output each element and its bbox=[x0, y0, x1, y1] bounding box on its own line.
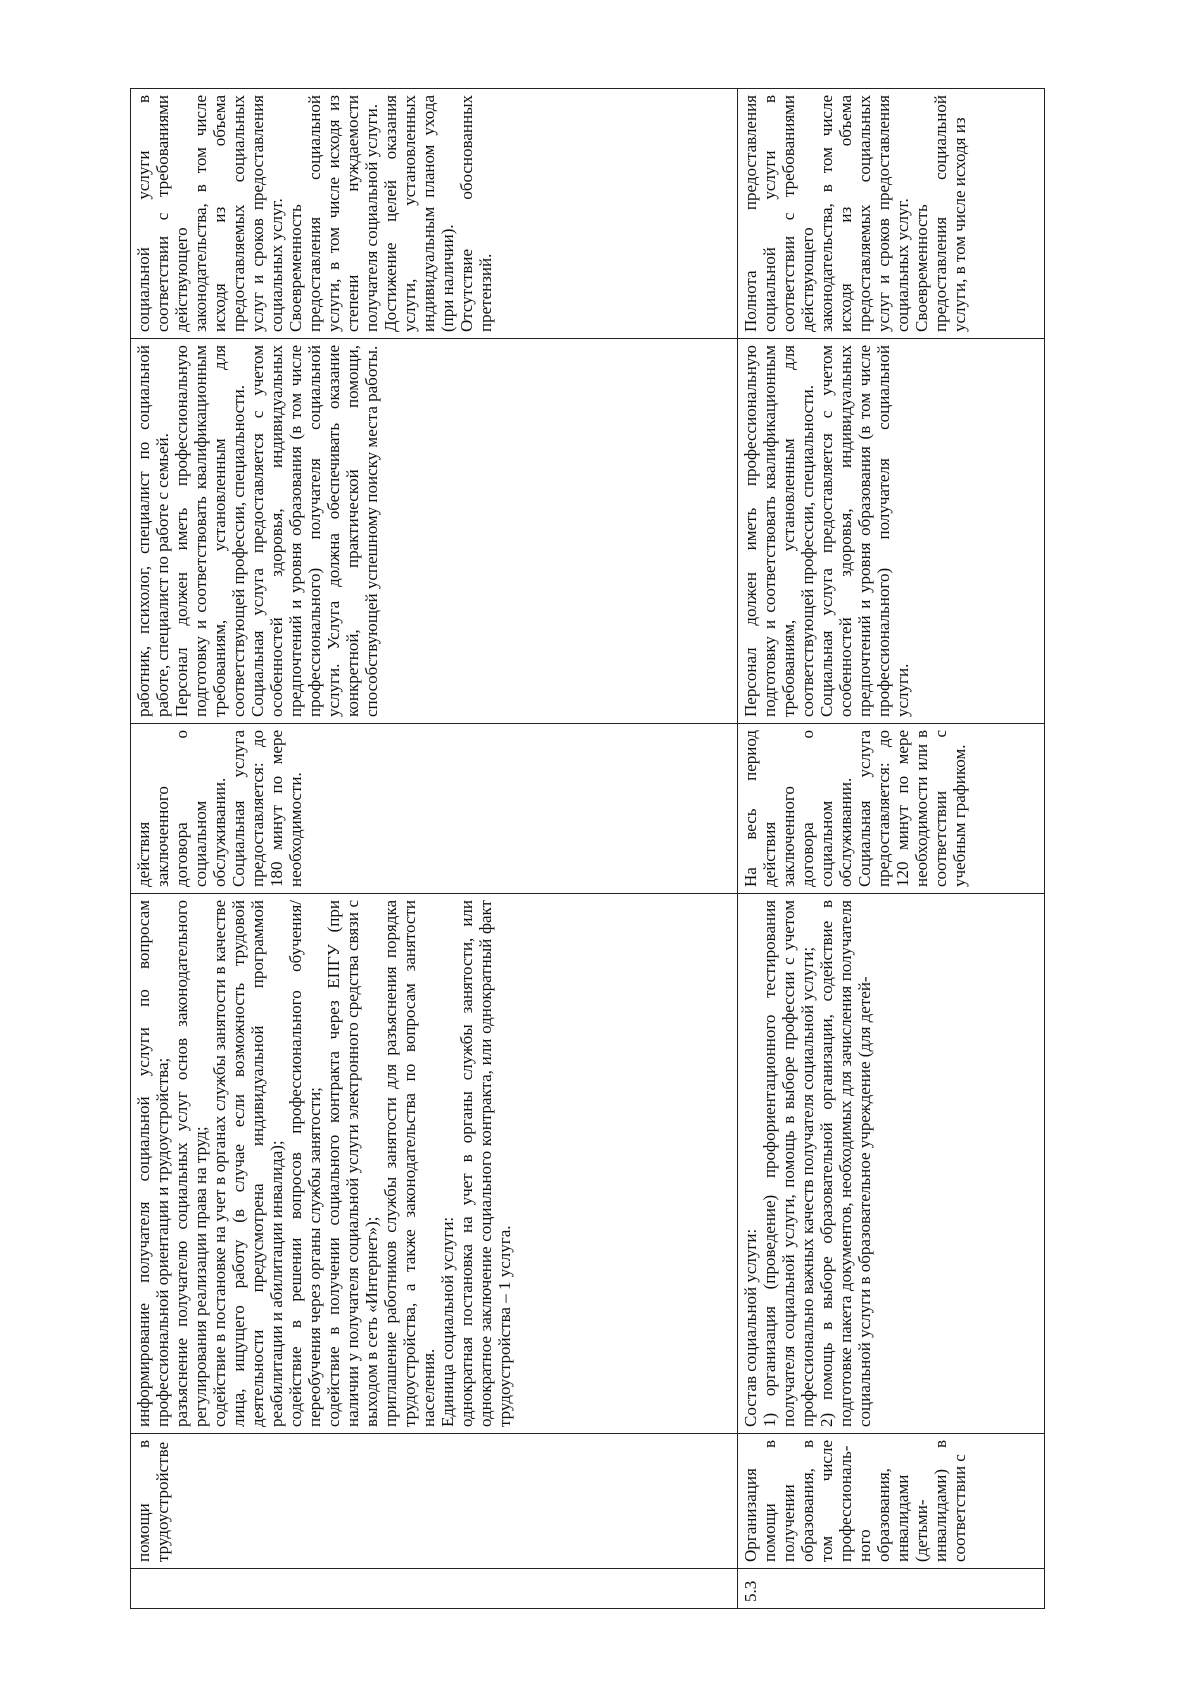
conditions-line: работник, психолог, специалист по социальной работе, специалист по работе с семьей. bbox=[134, 345, 172, 717]
evaluation-line: Достижение целей оказания услуги, установленных индивидуальным планом ухода (при наличии). bbox=[381, 95, 457, 332]
row-number-cell bbox=[131, 1569, 738, 1609]
description-line: содействие в решении вопросов профессионального обучения/ переобучения через органы службы занятости; bbox=[286, 900, 324, 1427]
evaluation-line: Отсутствие обоснованных претензий. bbox=[457, 95, 495, 332]
description-line: содействие в постановке на учет в органах службы занятости в качестве лица, ищущего работу (в случае если возможность трудовой деятельности предусмотрена индивидуальной программой реабилитации и абилитации инвалида); bbox=[210, 900, 286, 1427]
service-evaluation-cell bbox=[738, 89, 1045, 339]
rotated-table-wrapper bbox=[130, 89, 1065, 1609]
description-line: Единица социальной услуги: bbox=[438, 1216, 457, 1427]
conditions-line: Персонал должен иметь профессиональную подготовку и соответствовать квалификационным требованиям, установленным для соответствующей профессии, специальности. bbox=[741, 345, 817, 717]
conditions-line: Социальная услуга предоставляется с учетом особенностей здоровья, индивидуальных предпочтений и уровня образования (в том числе профессионального) получателя социальной услуги. bbox=[817, 345, 912, 717]
description-line: Состав социальной услуги: bbox=[741, 1228, 760, 1427]
service-conditions-cell bbox=[131, 339, 738, 724]
table-row bbox=[738, 89, 1045, 1609]
service-name-cell bbox=[738, 1434, 1045, 1569]
evaluation-line: социальной услуги в соответствии с требованиями действующего законодательства, в том числе исходя из объема предоставляемых социальных услуг и сроков предоставления социальных услуг. bbox=[134, 95, 286, 332]
description-line: 2) помощь в выборе образовательной организации, содействие в подготовке пакета документов, необходимых для зачисления получателя социальной услуги в образовательное учреждение (для детей- bbox=[817, 900, 874, 1427]
service-time: На весь период действия заключенного договора о социальном обслуживании. Социальная услуга предоставляется: до 120 минут по мере необходимости или в соответствии с учебным графиком. bbox=[741, 730, 969, 887]
description-line: информирование получателя социальной услуги по вопросам профессиональной ориентации и трудоустройства; bbox=[134, 900, 172, 1427]
service-name: Организация помощи в получении образования, в том числе профессиональ-ного образования, инвалидами (детьми-инвалидами) в соответствии с bbox=[741, 1440, 969, 1562]
row-number: 5.3 bbox=[741, 1580, 760, 1602]
service-evaluation-cell bbox=[131, 89, 738, 339]
description-line: содействие в получении социального контракта через ЕПГУ (при наличии у получателя социальной услуги электронного средства связи с выходом в сеть «Интернет»); bbox=[324, 900, 381, 1427]
service-name: помощи в трудоустройстве bbox=[134, 1440, 172, 1562]
services-table bbox=[130, 88, 1045, 1609]
evaluation-line: Своевременность предоставления социальной услуги, в том числе исходя из bbox=[912, 95, 969, 332]
row-number-cell bbox=[738, 1569, 1045, 1609]
description-line: разъяснение получателю социальных услуг основ законодательного регулирования реализации права на труд; bbox=[172, 900, 210, 1427]
table-row bbox=[131, 89, 738, 1609]
service-time-cell bbox=[738, 724, 1045, 894]
description-line: однократная постановка на учет в органы службы занятости, или однократное заключение социального контракта, или однократный факт трудоустройства – 1 услуга. bbox=[457, 900, 514, 1427]
service-description-cell bbox=[738, 894, 1045, 1434]
conditions-line: Социальная услуга предоставляется с учетом особенностей здоровья, индивидуальных предпочтений и уровня образования (в том числе профессионального) получателя социальной услуги. Услуга должна обеспечивать оказание конкретной, практической помощи, способствующей успешному поиску места работы. bbox=[248, 345, 381, 717]
evaluation-line: Полнота предоставления социальной услуги в соответствии с требованиями действующего законодательства, в том числе исходя из объема предоставляемых социальных услуг и сроков предоставления социальных услуг. bbox=[741, 95, 912, 332]
description-line: 1) организация (проведение) профориентационного тестирования получателя социальной услуги, помощь в выборе профессии с учетом профессионально важных качеств получателя социальной услуги; bbox=[760, 900, 817, 1427]
service-time: действия заключенного договора о социальном обслуживании. Социальная услуга предоставляется: до 180 минут по мере необходимости. bbox=[134, 730, 305, 887]
service-time-cell bbox=[131, 724, 738, 894]
service-conditions-cell bbox=[738, 339, 1045, 724]
service-name-cell bbox=[131, 1434, 738, 1569]
conditions-line: Персонал должен иметь профессиональную подготовку и соответствовать квалификационным требованиям, установленным для соответствующей профессии, специальности. bbox=[172, 345, 248, 717]
description-line: приглашение работников службы занятости для разъяснения порядка трудоустройства, а также законодательства по вопросам занятости населения. bbox=[381, 900, 438, 1427]
evaluation-line: Своевременность предоставления социальной услуги, в том числе исходя из степени нуждаемости получателя социальной услуги. bbox=[286, 95, 381, 332]
service-description-cell bbox=[131, 894, 738, 1434]
